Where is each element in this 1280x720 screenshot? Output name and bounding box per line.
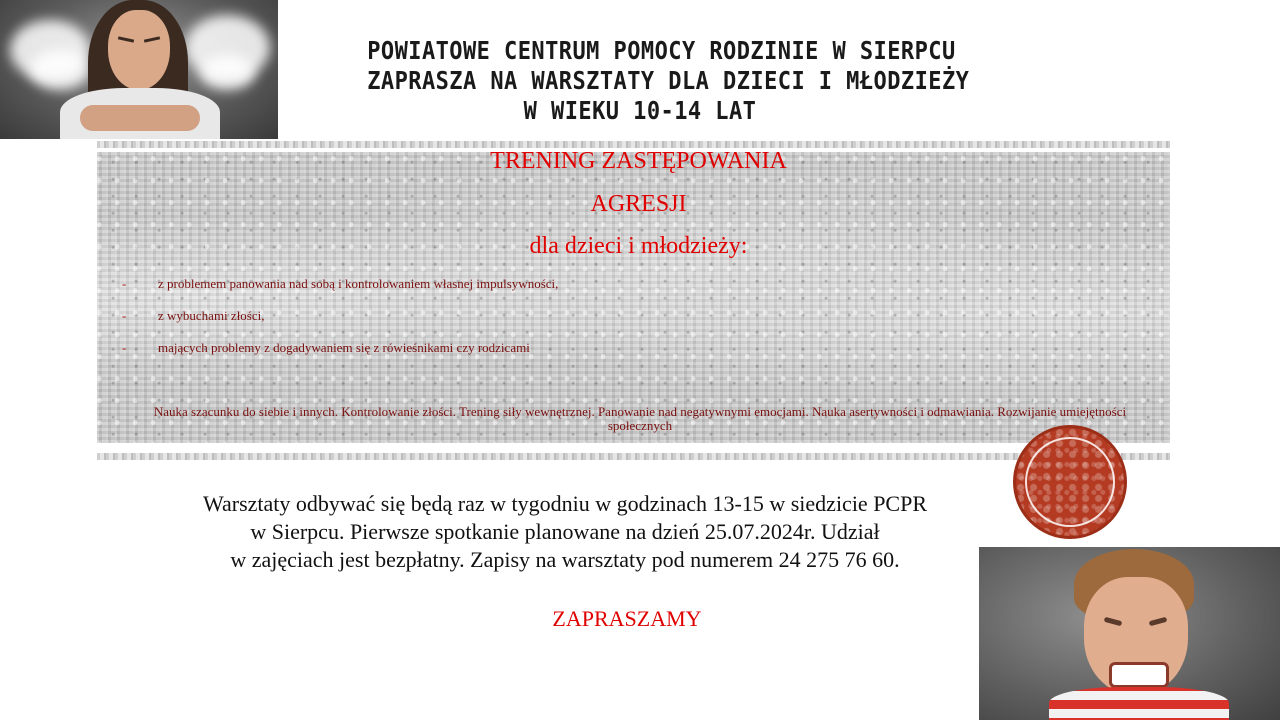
schedule-info (115, 490, 1015, 574)
stamp-ring (1025, 437, 1115, 527)
target-audience-heading: dla dzieci i młodzieży: (529, 233, 748, 259)
program-description: Nauka szacunku do siebie i innych. Kontrolowanie złości. Trening siły wewnętrznej. Panowanie nad negatywnymi emocjami. Nauka asertywności i odmawiania. Rozwijanie umiejętności społecznych (153, 404, 1127, 433)
title-line-1: POWIATOWE CENTRUM POMOCY RODZINIE W SIERPCU (367, 36, 956, 65)
list-item-text: z problemem panowania nad sobą i kontrolowaniem własnej impulsywności, (158, 276, 559, 291)
title-line-3: W WIEKU 10-14 LAT (523, 96, 757, 125)
info-line-1: Warsztaty odbywać się będą raz w tygodniu w godzinach 13-15 w siedzicie PCPR (202, 491, 928, 516)
bullet-marker: - (122, 276, 127, 291)
bullet-marker: - (122, 308, 127, 323)
red-circle-stamp (1013, 425, 1127, 539)
info-line-2: w Sierpcu. Pierwsze spotkanie planowane na dzień 25.07.2024r. Udział (250, 519, 880, 544)
program-title-line-2: AGRESJI (590, 191, 687, 217)
info-line-3: w zajęciach jest bezpłatny. Zapisy na warsztaty pod numerem 24 275 76 60. (230, 547, 900, 572)
bullet-marker: - (122, 340, 127, 355)
list-item-text: z wybuchami złości, (158, 308, 265, 323)
page-title (367, 36, 970, 126)
audience-list (122, 276, 558, 372)
list-item (122, 340, 558, 372)
invite-text: ZAPRASZAMY (552, 606, 702, 631)
angry-boy-photo (979, 547, 1280, 720)
angry-girl-photo (0, 0, 278, 139)
panel-bottom-strip (97, 453, 1170, 460)
list-item (122, 276, 558, 308)
panel-top-strip (97, 141, 1170, 148)
list-item (122, 308, 558, 340)
list-item-text: mających problemy z dogadywaniem się z rówieśnikami czy rodzicami (158, 340, 530, 355)
program-title-line-1: TRENING ZASTĘPOWANIA (490, 148, 787, 174)
title-line-2: ZAPRASZA NA WARSZTATY DLA DZIECI I MŁODZIEŻY (367, 66, 970, 95)
